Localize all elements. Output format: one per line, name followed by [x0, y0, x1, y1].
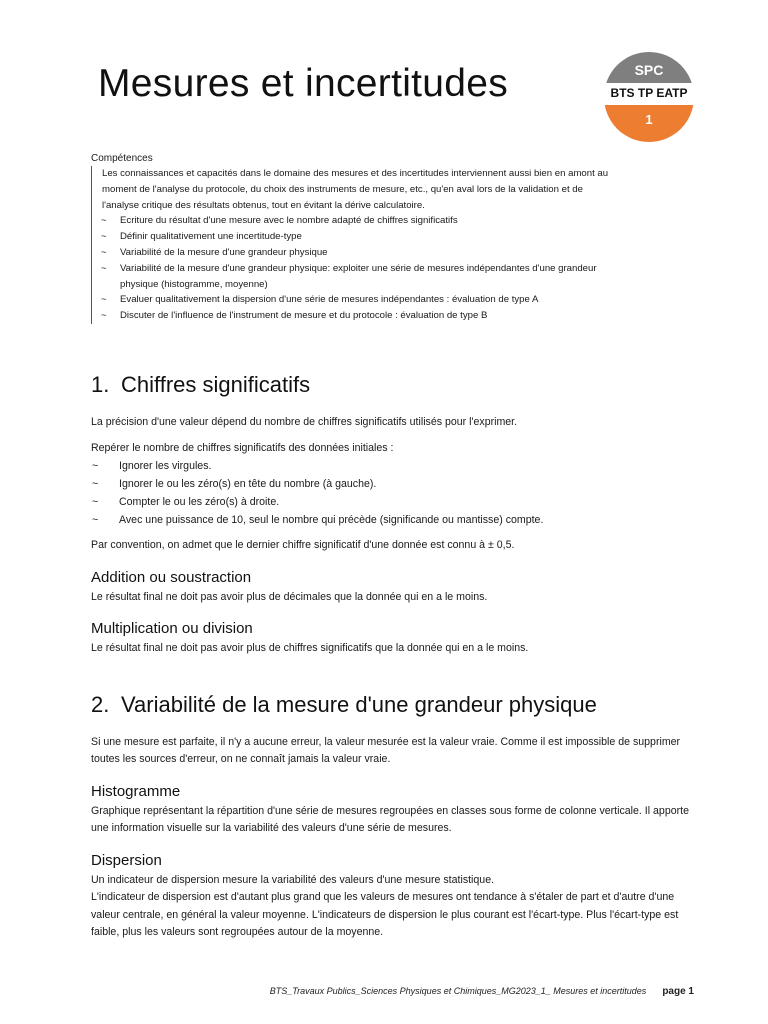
badge-number: 1 — [645, 112, 653, 127]
rules-list — [91, 457, 691, 529]
competence-item: ~ Définir qualitativement une incertitude-type — [102, 229, 622, 245]
rule-item: ~ Ignorer le ou les zéro(s) en tête du nombre (à gauche). — [91, 475, 691, 493]
competences-intro: Les connaissances et capacités dans le domaine des mesures et des incertitudes interviennent aussi bien en amont au moment de l'analyse du protocole, du choix des instruments de mesure, etc., qu'en aval lors de la validation et de l'analyse critique des résultats obtenus, tout en évitant la dérive calculatoire. — [102, 168, 609, 211]
competences-list — [102, 213, 622, 324]
section-2-title: Variabilité de la mesure d'une grandeur physique — [121, 691, 597, 717]
competence-item: ~ Discuter de l'influence de l'instrument de mesure et du protocole : évaluation de type B — [102, 308, 622, 324]
competence-item: ~ Ecriture du résultat d'une mesure avec le nombre adapté de chiffres significatifs — [102, 213, 622, 229]
histogram-text: Graphique représentant la répartition d'une série de mesures regroupées en classes sous forme de colonne verticale. Il apporte une information visuelle sur la variabilité des valeurs d'une série de mesures. — [91, 804, 689, 834]
section-2-heading — [91, 692, 691, 718]
section-1-paragraph: La précision d'une valeur dépend du nombre de chiffres significatifs utilisés pour l'exprimer. — [91, 416, 518, 428]
competence-item: ~ Variabilité de la mesure d'une grandeur physique: exploiter une série de mesures indépendantes d'une grandeur physique (histogramme, moyenne) — [102, 261, 622, 293]
section-1-number: 1. — [91, 372, 110, 397]
footer-text: BTS_Travaux Publics_Sciences Physiques et Chimiques_MG2023_1_ Mesures et incertitudes — [269, 986, 647, 996]
rule-item: ~ Compter le ou les zéro(s) à droite. — [91, 493, 691, 511]
histogram-heading: Histogramme — [91, 782, 181, 800]
page-title: Mesures et incertitudes — [98, 62, 509, 105]
section-1-heading — [91, 372, 691, 398]
addition-text: Le résultat final ne doit pas avoir plus de décimales que la donnée qui en a le moins. — [91, 590, 488, 603]
competence-item: ~ Evaluer qualitativement la dispersion d'une série de mesures indépendantes : évaluation de type A — [102, 292, 622, 308]
dispersion-text: Un indicateur de dispersion mesure la variabilité des valeurs d'une mesure statistique. — [91, 873, 495, 886]
multiplication-text: Le résultat final ne doit pas avoir plus de chiffres significatifs que la donnée qui en a le moins. — [91, 642, 529, 654]
rule-item: ~ Ignorer les virgules. — [91, 457, 691, 475]
competences-box — [91, 166, 622, 324]
rule-item: ~ Avec une puissance de 10, seul le nombre qui précède (significande ou mantisse) compte. — [91, 511, 691, 529]
competence-item: ~ Variabilité de la mesure d'une grandeur physique — [102, 245, 622, 261]
dispersion-heading: Dispersion — [91, 851, 162, 869]
dispersion-text: L'indicateur de dispersion est d'autant plus grand que les valeurs de mesures ont tendance à s'étaler de part et d'autre d'une valeur centrale, en général la valeur moyenne. L'indicateurs de dispersion le plus courant est l'écart-type. Plus l'écart-type est faible, plus les valeurs sont regroupées autour de la moyenne. — [91, 891, 679, 938]
multiplication-heading: Multiplication ou division — [91, 620, 253, 637]
page-footer — [0, 986, 694, 997]
badge-program: BTS TP EATP — [610, 86, 688, 100]
section-2-paragraph: Si une mesure est parfaite, il n'y a aucune erreur, la valeur mesurée est la valeur vraie. Comme il est impossible de supprimer toutes les sources d'erreur, on ne connaît jamais la valeur vraie. — [91, 735, 681, 765]
section-1-paragraph: Par convention, on admet que le dernier chiffre significatif d'une donnée est connu à ± 0,5. — [91, 539, 515, 551]
badge-subject: SPC — [634, 62, 664, 78]
section-1-title: Chiffres significatifs — [121, 372, 311, 397]
page-number: page 1 — [662, 986, 694, 997]
section-1-paragraph: Repérer le nombre de chiffres significatifs des données initiales : — [91, 441, 394, 454]
spc-badge — [604, 52, 694, 142]
document-body — [91, 372, 691, 950]
addition-heading: Addition ou soustraction — [91, 568, 252, 586]
section-2-number: 2. — [91, 691, 110, 717]
competences-label: Compétences — [91, 153, 153, 164]
